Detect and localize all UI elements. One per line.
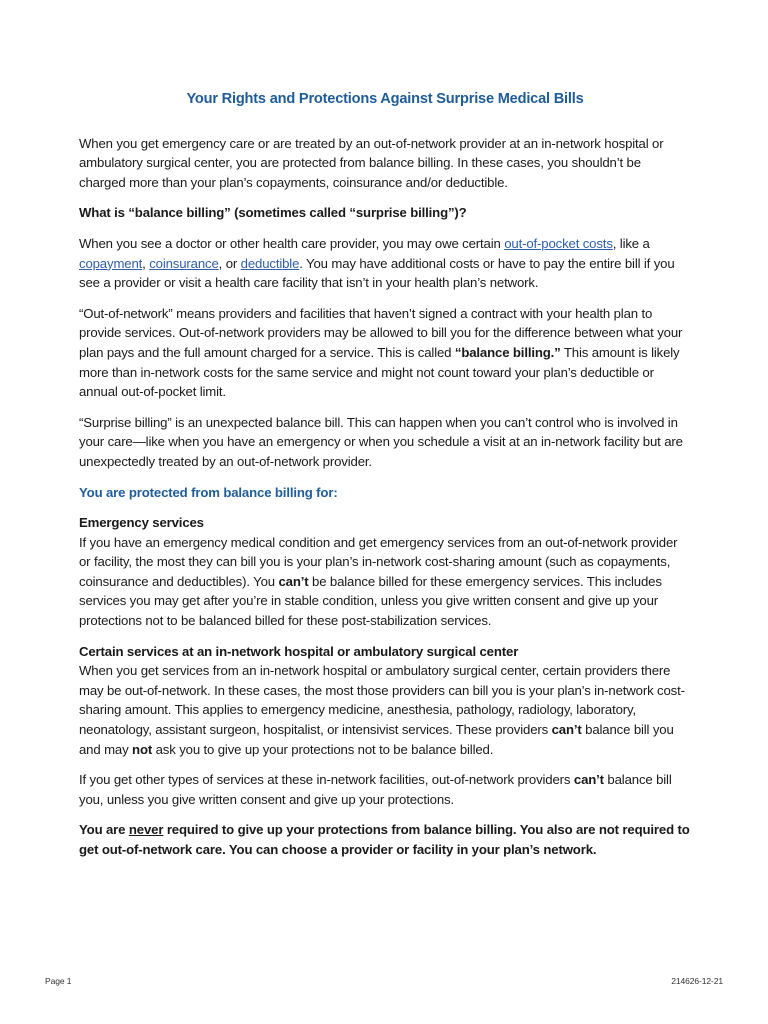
- text-run: , like a: [612, 235, 650, 251]
- text-run: balance bill you, unless you give written consent and give up your protections.: [79, 772, 672, 807]
- page-number: Page 1: [45, 976, 72, 986]
- protected-heading: You are protected from balance billing for:: [79, 484, 338, 500]
- text-run: balance bill you and may: [79, 722, 674, 757]
- text-run: ,: [142, 255, 150, 271]
- certain-services-paragraph: [79, 661, 691, 759]
- balance-billing-question: What is “balance billing” (sometimes called “surprise billing”)?: [79, 205, 467, 221]
- text-run: ask you to give up your protections not to be balance billed.: [152, 741, 494, 757]
- copayment-link[interactable]: copayment: [79, 255, 143, 271]
- text-run: required to give up your protections from balance billing. You also are not required to get out-of-network care. You can choose a provider or facility in your plan’s network.: [79, 822, 690, 857]
- text-run: This amount is likely more than in-network costs for the same service and might not count toward your plan’s deductible or annual out-of-pocket limit.: [79, 344, 680, 400]
- emergency-services-heading: Emergency services: [79, 515, 204, 531]
- emergency-services-paragraph: [79, 533, 691, 631]
- text-run: . You may have additional costs or have to pay the entire bill if you see a provider or visit a health care facility that isn’t in your health plan’s network.: [79, 255, 675, 291]
- out-of-network-paragraph: [79, 304, 691, 402]
- balance-billing-term: “balance billing.”: [454, 344, 561, 360]
- emphasis-cant: can’t: [278, 573, 309, 589]
- intro-paragraph: When you get emergency care or are treated by an out-of-network provider at an in-network hospital or ambulatory surgical center, you are protected from balance billing. In these cases, you shouldn’t be charged more than your plan’s copayments, coinsurance and/or deductible.: [79, 135, 664, 190]
- out-of-pocket-costs-link[interactable]: out-of-pocket costs: [504, 235, 613, 251]
- text-run: You are: [79, 822, 129, 838]
- other-services-paragraph: [79, 770, 691, 809]
- document-code: 214626-12-21: [671, 976, 723, 986]
- deductible-link[interactable]: deductible: [240, 255, 300, 271]
- text-run: When you see a doctor or other health care provider, you may owe certain: [79, 235, 505, 251]
- out-of-pocket-paragraph: [79, 234, 691, 293]
- text-run: When you get services from an in-network hospital or ambulatory surgical center, certain providers there may be out-of-network. In these cases, the most those providers can bill you is your plan’s in-network cost-sharing amount. This applies to emergency medicine, anesthesia, pathology, radiology, laboratory, neonatology, assistant surgeon, hospitalist, or intensivist services. These providers: [79, 663, 685, 738]
- text-run: If you get other types of services at these in-network facilities, out-of-network providers: [79, 772, 574, 788]
- page-title: Your Rights and Protections Against Surprise Medical Bills: [186, 91, 584, 107]
- text-run: If you have an emergency medical condition and get emergency services from an out-of-network provider or facility, the most they can bill you is your plan’s in-network cost-sharing amount (such as copayments, coinsurance and deductibles). You: [79, 534, 678, 589]
- surprise-billing-paragraph: “Surprise billing” is an unexpected balance bill. This can happen when you can’t control who is involved in your care—like when you have an emergency or when you schedule a visit at an in-network facility but are unexpectedly treated by an out-of-network provider.: [79, 414, 683, 469]
- certain-services-heading: Certain services at an in-network hospital or ambulatory surgical center: [79, 643, 519, 659]
- page-content: [79, 90, 691, 871]
- coinsurance-link[interactable]: coinsurance: [149, 255, 219, 271]
- emphasis-cant: can’t: [573, 772, 604, 788]
- emphasis-never: never: [128, 822, 164, 838]
- text-run: be balance billed for these emergency services. This includes services you may get after you’re in stable condition, unless you give written consent and give up your protections not to be balanced billed for these post-stabilization services.: [79, 573, 662, 629]
- emphasis-not: not: [132, 741, 153, 757]
- text-run: , or: [218, 255, 241, 271]
- text-run: “Out-of-network” means providers and facilities that haven’t signed a contract with your health plan to provide services. Out-of-network providers may be allowed to bill you for the difference between what your plan pays and the full amount charged for a service. This is called: [79, 305, 683, 360]
- final-statement: [79, 820, 691, 859]
- emphasis-cant: can’t: [551, 722, 582, 738]
